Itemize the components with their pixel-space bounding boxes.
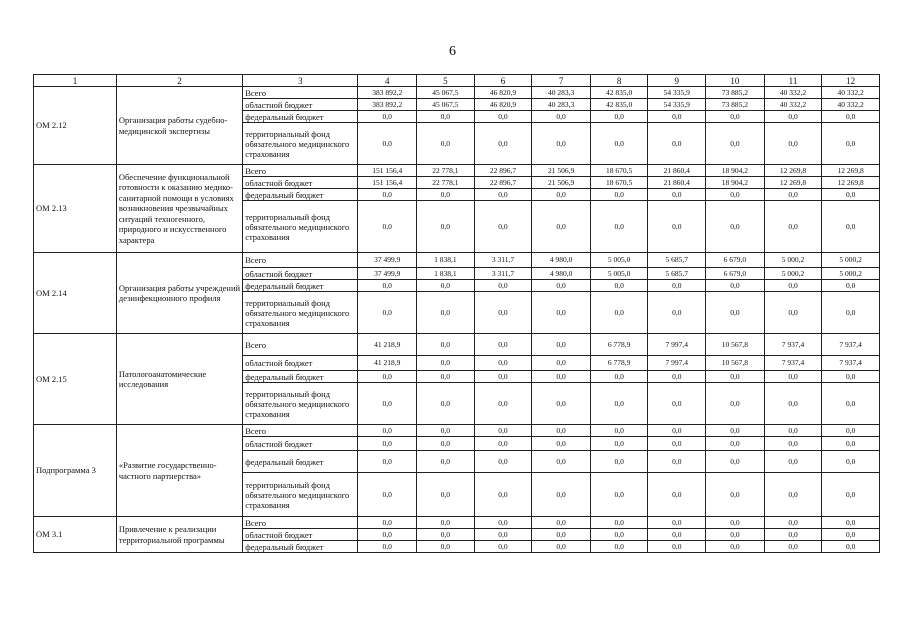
amount-cell: 0,0 bbox=[474, 189, 532, 201]
amount-cell: 0,0 bbox=[532, 280, 591, 292]
amount-cell: 0,0 bbox=[764, 111, 822, 123]
amount-cell: 0,0 bbox=[648, 280, 706, 292]
amount-cell: 12 269,8 bbox=[764, 177, 822, 189]
amount-cell: 0,0 bbox=[764, 517, 822, 529]
amount-cell: 0,0 bbox=[590, 473, 648, 517]
amount-cell: 0,0 bbox=[474, 334, 532, 356]
amount-cell: 0,0 bbox=[417, 201, 475, 253]
amount-cell: 7 937,4 bbox=[764, 334, 822, 356]
amount-cell: 0,0 bbox=[822, 280, 880, 292]
amount-cell: 5 685,7 bbox=[648, 253, 706, 268]
amount-cell: 0,0 bbox=[358, 292, 417, 334]
amount-cell: 0,0 bbox=[822, 437, 880, 451]
amount-cell: 0,0 bbox=[764, 425, 822, 437]
amount-cell: 0,0 bbox=[648, 517, 706, 529]
amount-cell: 0,0 bbox=[474, 473, 532, 517]
column-header: 9 bbox=[648, 75, 706, 87]
column-header: 8 bbox=[590, 75, 648, 87]
amount-cell: 45 067,5 bbox=[417, 87, 475, 99]
amount-cell: 7 937,4 bbox=[764, 356, 822, 371]
amount-cell: 0,0 bbox=[648, 371, 706, 383]
amount-cell: 0,0 bbox=[590, 383, 648, 425]
amount-cell: 54 335,9 bbox=[648, 87, 706, 99]
measure-code: ОМ 2.12 bbox=[34, 87, 117, 165]
amount-cell: 0,0 bbox=[590, 529, 648, 541]
header-row bbox=[34, 75, 880, 87]
amount-cell: 0,0 bbox=[358, 437, 417, 451]
column-header: 4 bbox=[358, 75, 417, 87]
amount-cell: 151 156,4 bbox=[358, 165, 417, 177]
amount-cell: 5 005,0 bbox=[590, 268, 648, 280]
table-row bbox=[34, 334, 880, 356]
amount-cell: 0,0 bbox=[764, 383, 822, 425]
amount-cell: 40 332,2 bbox=[822, 99, 880, 111]
amount-cell: 0,0 bbox=[417, 123, 475, 165]
amount-cell: 0,0 bbox=[764, 371, 822, 383]
amount-cell: 0,0 bbox=[822, 383, 880, 425]
amount-cell: 0,0 bbox=[417, 111, 475, 123]
amount-cell: 45 067,5 bbox=[417, 99, 475, 111]
amount-cell: 0,0 bbox=[358, 111, 417, 123]
amount-cell: 0,0 bbox=[532, 189, 591, 201]
amount-cell: 0,0 bbox=[474, 292, 532, 334]
funding-source: областной бюджет bbox=[243, 529, 358, 541]
amount-cell: 5 000,2 bbox=[764, 253, 822, 268]
amount-cell: 10 567,8 bbox=[706, 356, 765, 371]
funding-source: федеральный бюджет bbox=[243, 451, 358, 473]
column-header: 3 bbox=[243, 75, 358, 87]
amount-cell: 0,0 bbox=[590, 111, 648, 123]
amount-cell: 0,0 bbox=[822, 425, 880, 437]
amount-cell: 0,0 bbox=[706, 201, 765, 253]
amount-cell: 0,0 bbox=[822, 529, 880, 541]
budget-table bbox=[33, 74, 880, 553]
measure-code: ОМ 3.1 bbox=[34, 517, 117, 553]
measure-code: ОМ 2.13 bbox=[34, 165, 117, 253]
amount-cell: 0,0 bbox=[822, 201, 880, 253]
amount-cell: 0,0 bbox=[358, 280, 417, 292]
amount-cell: 73 885,2 bbox=[706, 99, 765, 111]
amount-cell: 40 332,2 bbox=[764, 87, 822, 99]
amount-cell: 0,0 bbox=[764, 201, 822, 253]
amount-cell: 22 778,1 bbox=[417, 165, 475, 177]
amount-cell: 0,0 bbox=[532, 517, 591, 529]
amount-cell: 0,0 bbox=[706, 529, 765, 541]
amount-cell: 0,0 bbox=[532, 451, 591, 473]
table-row bbox=[34, 425, 880, 437]
table-row bbox=[34, 87, 880, 99]
amount-cell: 0,0 bbox=[706, 280, 765, 292]
amount-cell: 7 997,4 bbox=[648, 356, 706, 371]
amount-cell: 37 499,9 bbox=[358, 268, 417, 280]
amount-cell: 0,0 bbox=[764, 189, 822, 201]
column-header: 2 bbox=[116, 75, 242, 87]
amount-cell: 0,0 bbox=[358, 371, 417, 383]
amount-cell: 0,0 bbox=[764, 529, 822, 541]
amount-cell: 0,0 bbox=[474, 280, 532, 292]
page-number: 6 bbox=[449, 44, 456, 59]
amount-cell: 3 311,7 bbox=[474, 268, 532, 280]
funding-source: областной бюджет bbox=[243, 268, 358, 280]
amount-cell: 0,0 bbox=[417, 437, 475, 451]
amount-cell: 0,0 bbox=[648, 123, 706, 165]
amount-cell: 6 778,9 bbox=[590, 356, 648, 371]
amount-cell: 1 838,1 bbox=[417, 268, 475, 280]
amount-cell: 0,0 bbox=[648, 541, 706, 553]
funding-source: Всего bbox=[243, 165, 358, 177]
amount-cell: 0,0 bbox=[648, 529, 706, 541]
amount-cell: 0,0 bbox=[590, 541, 648, 553]
amount-cell: 0,0 bbox=[648, 201, 706, 253]
amount-cell: 0,0 bbox=[590, 123, 648, 165]
amount-cell: 0,0 bbox=[474, 111, 532, 123]
amount-cell: 40 332,2 bbox=[764, 99, 822, 111]
amount-cell: 18 670,5 bbox=[590, 165, 648, 177]
amount-cell: 0,0 bbox=[532, 437, 591, 451]
amount-cell: 0,0 bbox=[358, 451, 417, 473]
amount-cell: 0,0 bbox=[764, 280, 822, 292]
amount-cell: 5 685,7 bbox=[648, 268, 706, 280]
amount-cell: 0,0 bbox=[648, 473, 706, 517]
column-header: 11 bbox=[764, 75, 822, 87]
amount-cell: 0,0 bbox=[648, 189, 706, 201]
measure-name: Патологоанатомические исследования bbox=[116, 334, 242, 425]
funding-source: Всего bbox=[243, 425, 358, 437]
amount-cell: 0,0 bbox=[822, 541, 880, 553]
amount-cell: 0,0 bbox=[706, 541, 765, 553]
measure-code: ОМ 2.15 bbox=[34, 334, 117, 425]
amount-cell: 0,0 bbox=[590, 280, 648, 292]
amount-cell: 0,0 bbox=[532, 541, 591, 553]
amount-cell: 0,0 bbox=[417, 383, 475, 425]
amount-cell: 0,0 bbox=[648, 451, 706, 473]
amount-cell: 0,0 bbox=[358, 123, 417, 165]
amount-cell: 0,0 bbox=[417, 529, 475, 541]
amount-cell: 0,0 bbox=[358, 189, 417, 201]
amount-cell: 18 904,2 bbox=[706, 165, 765, 177]
amount-cell: 0,0 bbox=[706, 473, 765, 517]
funding-source: территориальный фонд обязательного медицинского страхования bbox=[243, 383, 358, 425]
amount-cell: 0,0 bbox=[706, 123, 765, 165]
amount-cell: 0,0 bbox=[358, 425, 417, 437]
amount-cell: 0,0 bbox=[532, 383, 591, 425]
funding-source: территориальный фонд обязательного медицинского страхования bbox=[243, 473, 358, 517]
column-header: 1 bbox=[34, 75, 117, 87]
amount-cell: 0,0 bbox=[358, 201, 417, 253]
amount-cell: 0,0 bbox=[417, 189, 475, 201]
amount-cell: 0,0 bbox=[417, 280, 475, 292]
amount-cell: 0,0 bbox=[764, 437, 822, 451]
measure-code: Подпрограмма 3 bbox=[34, 425, 117, 517]
amount-cell: 21 860,4 bbox=[648, 165, 706, 177]
amount-cell: 42 835,0 bbox=[590, 87, 648, 99]
amount-cell: 0,0 bbox=[532, 529, 591, 541]
amount-cell: 0,0 bbox=[764, 451, 822, 473]
amount-cell: 1 838,1 bbox=[417, 253, 475, 268]
amount-cell: 3 311,7 bbox=[474, 253, 532, 268]
amount-cell: 0,0 bbox=[417, 334, 475, 356]
amount-cell: 18 670,5 bbox=[590, 177, 648, 189]
amount-cell: 0,0 bbox=[706, 189, 765, 201]
amount-cell: 0,0 bbox=[764, 123, 822, 165]
amount-cell: 12 269,8 bbox=[764, 165, 822, 177]
measure-name: Привлечение к реализации территориальной программы bbox=[116, 517, 242, 553]
measure-code: ОМ 2.14 bbox=[34, 253, 117, 334]
amount-cell: 4 980,0 bbox=[532, 268, 591, 280]
amount-cell: 0,0 bbox=[417, 371, 475, 383]
amount-cell: 0,0 bbox=[590, 371, 648, 383]
funding-source: областной бюджет bbox=[243, 356, 358, 371]
funding-source: территориальный фонд обязательного медицинского страхования bbox=[243, 201, 358, 253]
amount-cell: 0,0 bbox=[822, 111, 880, 123]
amount-cell: 0,0 bbox=[474, 371, 532, 383]
amount-cell: 0,0 bbox=[590, 517, 648, 529]
amount-cell: 0,0 bbox=[417, 541, 475, 553]
amount-cell: 21 860,4 bbox=[648, 177, 706, 189]
funding-source: территориальный фонд обязательного медицинского страхования bbox=[243, 292, 358, 334]
measure-name: Обеспечение функциональной готовности к оказанию медико-санитарной помощи в условиях возникновения чрезвычайных ситуаций техногенного, природного и искусственного характера bbox=[116, 165, 242, 253]
amount-cell: 0,0 bbox=[532, 111, 591, 123]
amount-cell: 0,0 bbox=[358, 383, 417, 425]
amount-cell: 42 835,0 bbox=[590, 99, 648, 111]
amount-cell: 0,0 bbox=[706, 383, 765, 425]
measure-name: Организация работы судебно-медицинской экспертизы bbox=[116, 87, 242, 165]
funding-source: федеральный бюджет bbox=[243, 541, 358, 553]
amount-cell: 0,0 bbox=[590, 451, 648, 473]
amount-cell: 0,0 bbox=[706, 451, 765, 473]
amount-cell: 151 156,4 bbox=[358, 177, 417, 189]
amount-cell: 12 269,8 bbox=[822, 165, 880, 177]
amount-cell: 0,0 bbox=[417, 517, 475, 529]
amount-cell: 0,0 bbox=[822, 292, 880, 334]
amount-cell: 0,0 bbox=[822, 371, 880, 383]
funding-source: федеральный бюджет bbox=[243, 111, 358, 123]
amount-cell: 22 778,1 bbox=[417, 177, 475, 189]
table-row bbox=[34, 165, 880, 177]
amount-cell: 7 997,4 bbox=[648, 334, 706, 356]
amount-cell: 5 000,2 bbox=[822, 268, 880, 280]
amount-cell: 0,0 bbox=[648, 425, 706, 437]
amount-cell: 7 937,4 bbox=[822, 334, 880, 356]
measure-name: Организация работы учреждений дезинфекционного профиля bbox=[116, 253, 242, 334]
funding-source: территориальный фонд обязательного медицинского страхования bbox=[243, 123, 358, 165]
column-header: 10 bbox=[706, 75, 765, 87]
amount-cell: 6 679,0 bbox=[706, 253, 765, 268]
column-header: 7 bbox=[532, 75, 591, 87]
funding-source: областной бюджет bbox=[243, 99, 358, 111]
amount-cell: 0,0 bbox=[648, 292, 706, 334]
amount-cell: 46 820,9 bbox=[474, 87, 532, 99]
amount-cell: 21 506,9 bbox=[532, 165, 591, 177]
amount-cell: 5 000,2 bbox=[764, 268, 822, 280]
amount-cell: 41 218,9 bbox=[358, 334, 417, 356]
amount-cell: 0,0 bbox=[532, 334, 591, 356]
amount-cell: 0,0 bbox=[764, 292, 822, 334]
amount-cell: 22 896,7 bbox=[474, 177, 532, 189]
amount-cell: 0,0 bbox=[532, 356, 591, 371]
amount-cell: 0,0 bbox=[474, 356, 532, 371]
amount-cell: 0,0 bbox=[474, 201, 532, 253]
amount-cell: 0,0 bbox=[590, 292, 648, 334]
amount-cell: 0,0 bbox=[764, 541, 822, 553]
amount-cell: 0,0 bbox=[358, 541, 417, 553]
amount-cell: 21 506,9 bbox=[532, 177, 591, 189]
funding-source: Всего bbox=[243, 253, 358, 268]
amount-cell: 0,0 bbox=[474, 517, 532, 529]
funding-source: федеральный бюджет bbox=[243, 280, 358, 292]
amount-cell: 0,0 bbox=[706, 425, 765, 437]
amount-cell: 0,0 bbox=[358, 529, 417, 541]
amount-cell: 22 896,7 bbox=[474, 165, 532, 177]
amount-cell: 0,0 bbox=[706, 292, 765, 334]
amount-cell: 0,0 bbox=[532, 292, 591, 334]
amount-cell: 6 679,0 bbox=[706, 268, 765, 280]
amount-cell: 0,0 bbox=[417, 356, 475, 371]
funding-source: Всего bbox=[243, 87, 358, 99]
amount-cell: 0,0 bbox=[532, 123, 591, 165]
amount-cell: 0,0 bbox=[417, 473, 475, 517]
amount-cell: 0,0 bbox=[474, 541, 532, 553]
amount-cell: 0,0 bbox=[590, 201, 648, 253]
funding-source: областной бюджет bbox=[243, 177, 358, 189]
amount-cell: 0,0 bbox=[532, 371, 591, 383]
amount-cell: 46 820,9 bbox=[474, 99, 532, 111]
amount-cell: 5 005,0 bbox=[590, 253, 648, 268]
amount-cell: 40 283,3 bbox=[532, 99, 591, 111]
amount-cell: 0,0 bbox=[822, 473, 880, 517]
amount-cell: 0,0 bbox=[532, 425, 591, 437]
amount-cell: 0,0 bbox=[417, 425, 475, 437]
amount-cell: 0,0 bbox=[590, 437, 648, 451]
amount-cell: 18 904,2 bbox=[706, 177, 765, 189]
amount-cell: 7 937,4 bbox=[822, 356, 880, 371]
amount-cell: 0,0 bbox=[706, 517, 765, 529]
amount-cell: 0,0 bbox=[590, 189, 648, 201]
amount-cell: 0,0 bbox=[474, 451, 532, 473]
amount-cell: 0,0 bbox=[474, 437, 532, 451]
funding-source: федеральный бюджет bbox=[243, 371, 358, 383]
amount-cell: 0,0 bbox=[822, 517, 880, 529]
amount-cell: 0,0 bbox=[474, 123, 532, 165]
funding-source: Всего bbox=[243, 334, 358, 356]
amount-cell: 10 567,8 bbox=[706, 334, 765, 356]
amount-cell: 73 885,2 bbox=[706, 87, 765, 99]
amount-cell: 37 499,9 bbox=[358, 253, 417, 268]
amount-cell: 0,0 bbox=[764, 473, 822, 517]
amount-cell: 0,0 bbox=[474, 383, 532, 425]
measure-name: «Развитие государственно-частного партнерства» bbox=[116, 425, 242, 517]
amount-cell: 383 892,2 bbox=[358, 87, 417, 99]
amount-cell: 383 892,2 bbox=[358, 99, 417, 111]
amount-cell: 5 000,2 bbox=[822, 253, 880, 268]
funding-source: Всего bbox=[243, 517, 358, 529]
amount-cell: 0,0 bbox=[590, 425, 648, 437]
column-header: 6 bbox=[474, 75, 532, 87]
amount-cell: 0,0 bbox=[358, 517, 417, 529]
amount-cell: 0,0 bbox=[358, 473, 417, 517]
column-header: 5 bbox=[417, 75, 475, 87]
amount-cell: 0,0 bbox=[822, 123, 880, 165]
amount-cell: 54 335,9 bbox=[648, 99, 706, 111]
table-row bbox=[34, 517, 880, 529]
amount-cell: 0,0 bbox=[822, 189, 880, 201]
amount-cell: 0,0 bbox=[417, 292, 475, 334]
amount-cell: 0,0 bbox=[532, 473, 591, 517]
amount-cell: 12 269,8 bbox=[822, 177, 880, 189]
amount-cell: 0,0 bbox=[532, 201, 591, 253]
amount-cell: 0,0 bbox=[648, 437, 706, 451]
column-header: 12 bbox=[822, 75, 880, 87]
amount-cell: 0,0 bbox=[706, 437, 765, 451]
amount-cell: 40 332,2 bbox=[822, 87, 880, 99]
funding-source: федеральный бюджет bbox=[243, 189, 358, 201]
amount-cell: 0,0 bbox=[648, 111, 706, 123]
amount-cell: 0,0 bbox=[417, 451, 475, 473]
amount-cell: 0,0 bbox=[474, 425, 532, 437]
amount-cell: 0,0 bbox=[706, 111, 765, 123]
amount-cell: 6 778,9 bbox=[590, 334, 648, 356]
table-row bbox=[34, 253, 880, 268]
amount-cell: 0,0 bbox=[648, 383, 706, 425]
amount-cell: 0,0 bbox=[822, 451, 880, 473]
amount-cell: 40 283,3 bbox=[532, 87, 591, 99]
funding-source: областной бюджет bbox=[243, 437, 358, 451]
amount-cell: 0,0 bbox=[474, 529, 532, 541]
amount-cell: 4 980,0 bbox=[532, 253, 591, 268]
amount-cell: 41 218,9 bbox=[358, 356, 417, 371]
amount-cell: 0,0 bbox=[706, 371, 765, 383]
